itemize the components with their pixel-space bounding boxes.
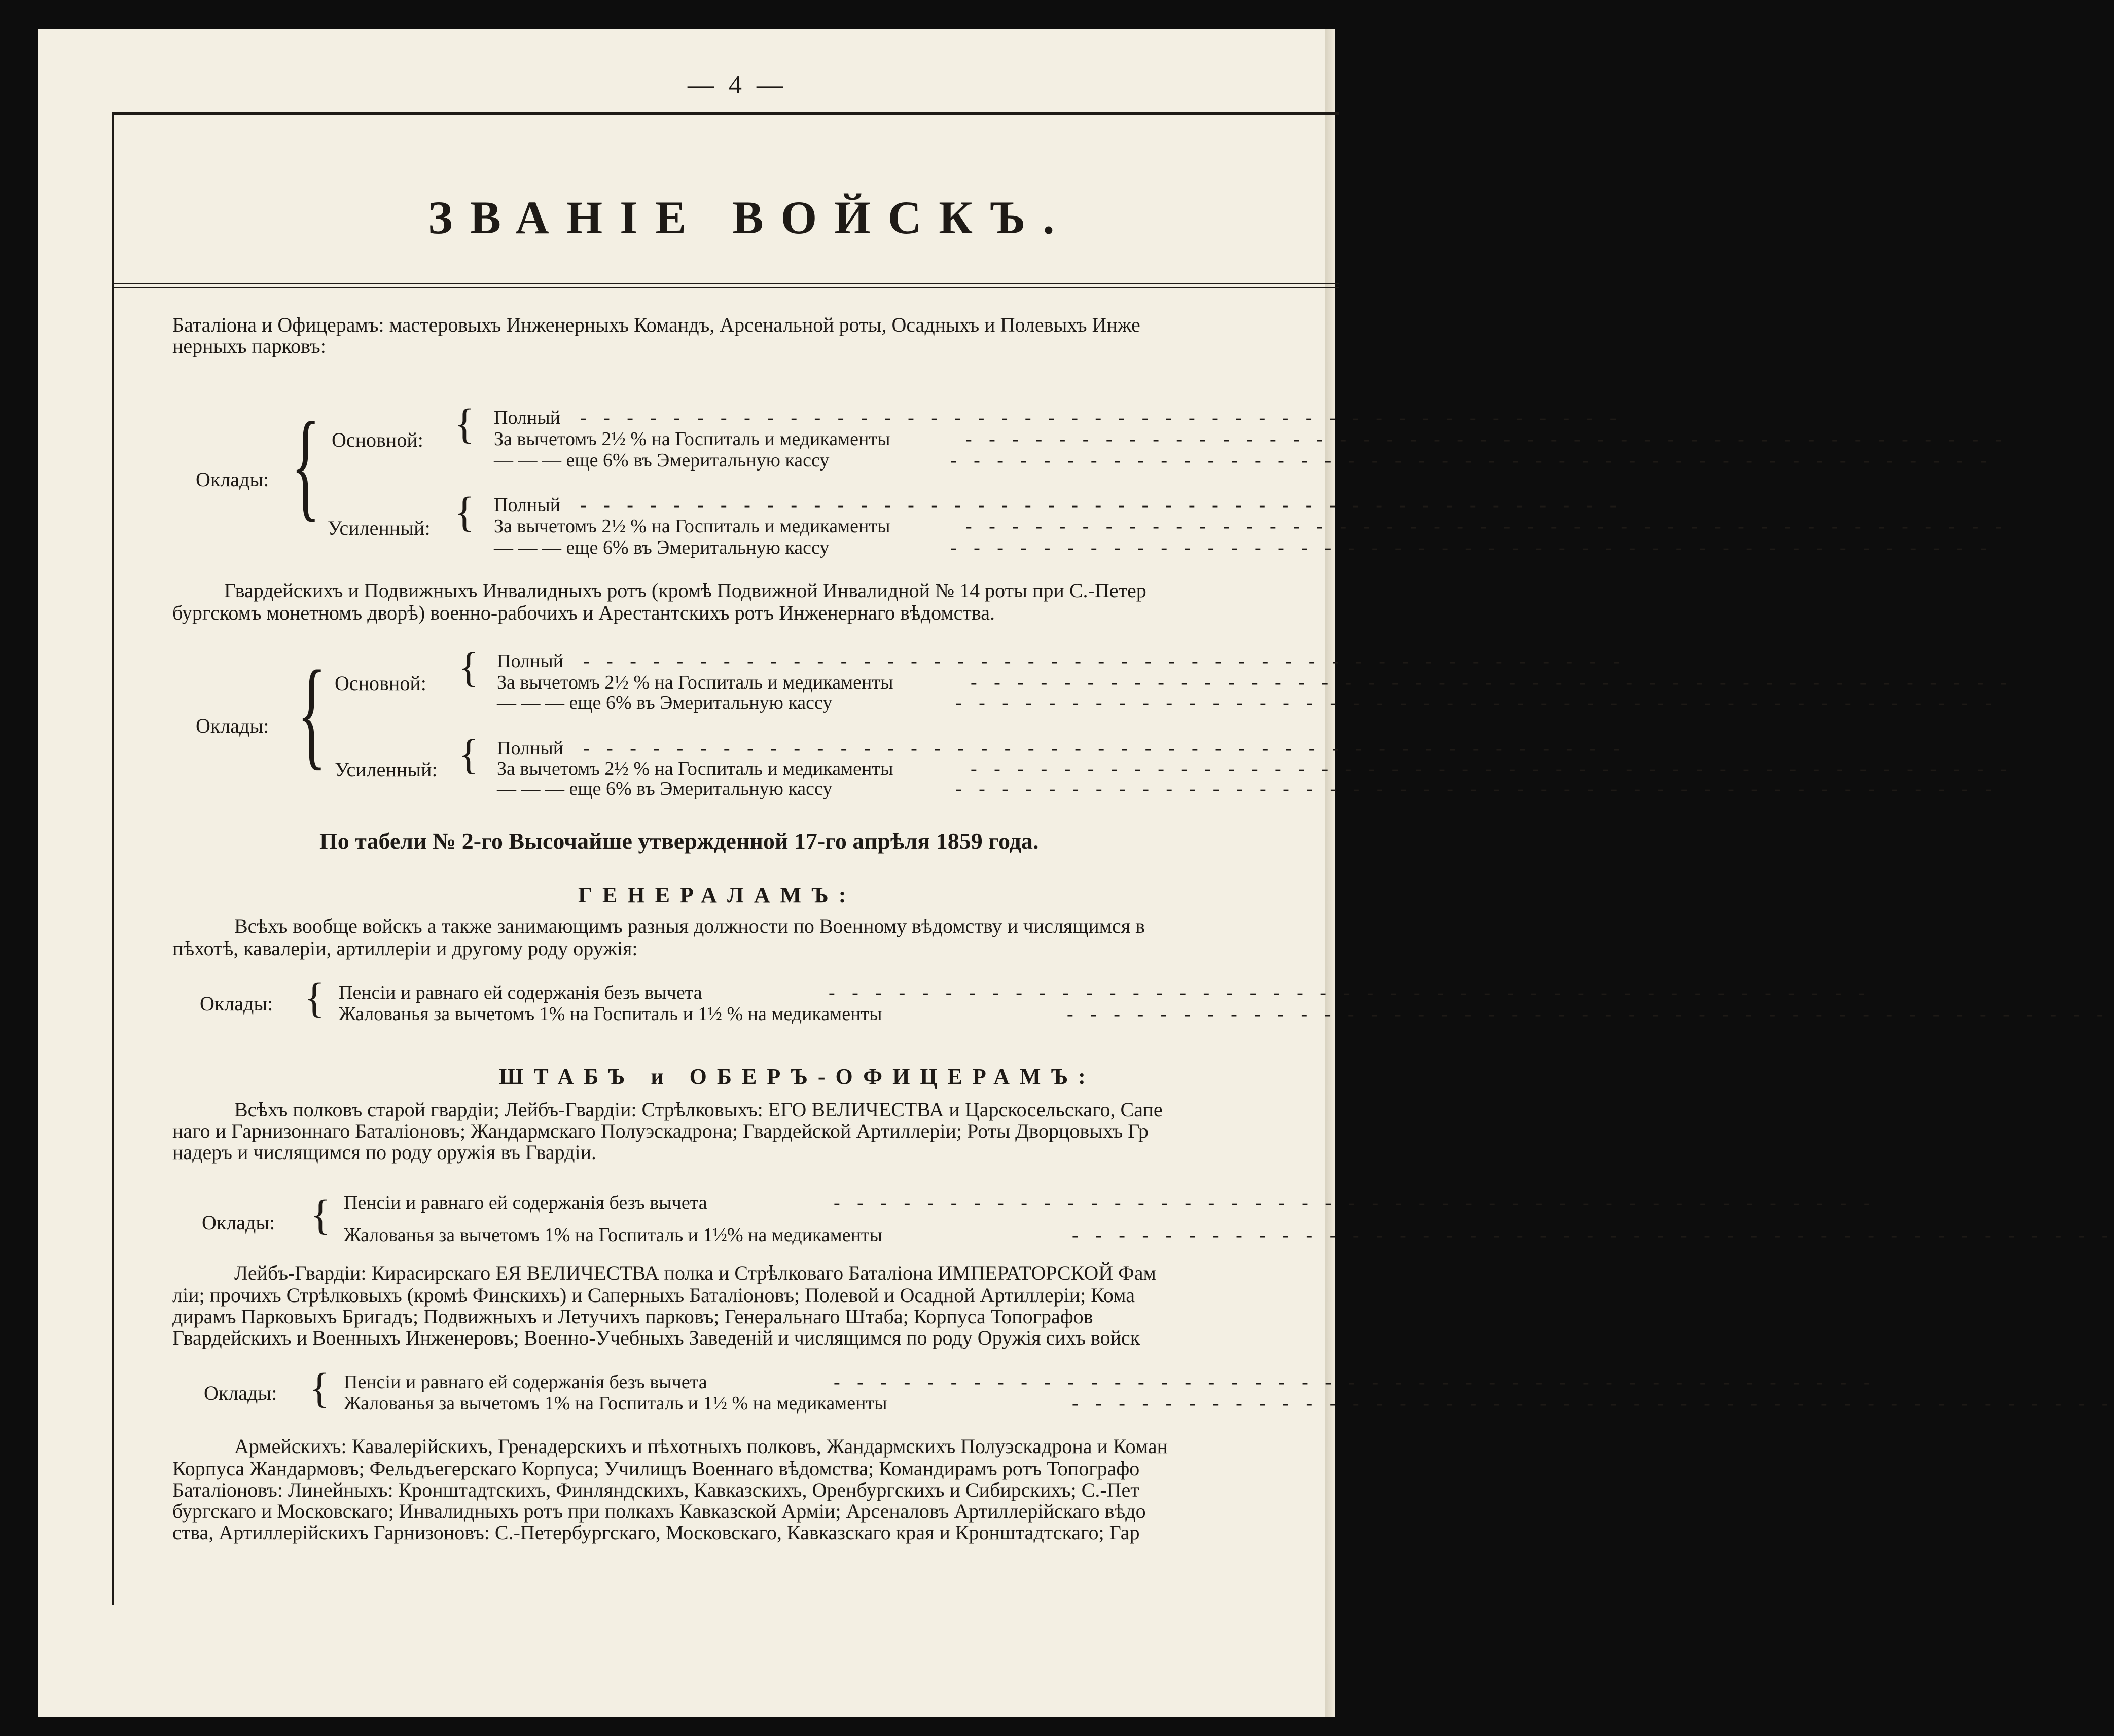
page-number: — 4 — [688, 70, 787, 99]
frame-left-rule [112, 112, 114, 1605]
oklad-row: — — — еще 6% въ Эмеритальную кассу [497, 692, 833, 713]
leader-dots: - - - - - - - - - - - - - - - - - - - - - - - - - - - - - - - - - - - - - - - - - - - - - [965, 516, 2008, 537]
brace: { [291, 397, 320, 532]
leader-dots: - - - - - - - - - - - - - - - - - - - - - - - - - - - - - - - - - - - - - - - - - - - - - [583, 738, 1626, 759]
brace: { [458, 644, 479, 691]
paragraph-line: Лейбъ-Гвардіи: Кирасирскаго ЕЯ ВЕЛИЧЕСТВА полка и Стрѣлковаго Баталіона ИМПЕРАТОРСКОЙ Фам [234, 1261, 1156, 1284]
paragraph-line: Баталіона и Офицерамъ: мастеровыхъ Инженерныхъ Командъ, Арсенальной роты, Осадныхъ и Полевыхъ Инже [172, 313, 1140, 336]
paragraph-line: ліи; прочихъ Стрѣлковыхъ (кромѣ Финскихъ) и Саперныхъ Баталіоновъ; Полевой и Осадной Артиллеріи; Кома [172, 1284, 1135, 1307]
leader-dots: - - - - - - - - - - - - - - - - - - - - - - - - - - - - - - - - - - - - - - - - - - - - - [834, 1371, 1876, 1393]
paragraph-line: пѣхотѣ, кавалеріи, артиллеріи и другому роду оружія: [172, 937, 638, 960]
oklad-row: Пенсіи и равнаго ей содержанія безъ вычета [339, 982, 702, 1003]
paragraph-line: бургскомъ монетномъ дворѣ) военно-рабочихъ и Арестантскихъ ротъ Инженернаго вѣдомства. [172, 601, 995, 624]
brace: { [458, 731, 479, 778]
oklad-row: Пенсіи и равнаго ей содержанія безъ вычета [344, 1192, 707, 1213]
paragraph-line: Корпуса Жандармовъ; Фельдъегерскаго Корпуса; Училищъ Военнаго вѣдомства; Командирамъ ротъ Топографо [172, 1457, 1140, 1480]
paragraph-line: Всѣхъ вообще войскъ а также занимающимъ разныя должности по Военному вѣдомству и числящимся в [234, 915, 1145, 937]
leader-dots: - - - - - - - - - - - - - - - - - - - - - - - - - - - - - - - - - - - - - - - - - - - - - [834, 1192, 1876, 1213]
paragraph-line: нерныхъ парковъ: [172, 335, 326, 357]
section-heading: ШТАБЪ и ОБЕРЪ-ОФИЦЕРАМЪ: [499, 1064, 1096, 1089]
usilenny-label: Усиленный: [335, 758, 438, 781]
leader-dots: - - - - - - - - - - - - - - - - - - - - - - - - - - - - - - - - - - - - - - - - - - - - - [955, 692, 1998, 713]
header-rule [112, 283, 1339, 284]
oklady-label: Оклады: [202, 1211, 275, 1234]
oklad-row: Пенсіи и равнаго ей содержанія безъ вычета [344, 1371, 707, 1393]
leader-dots: - - - - - - - - - - - - - - - - - - - - - - - - - - - - - - - - - - - - - - - - - - - - - [1067, 1003, 2109, 1025]
leader-dots: - - - - - - - - - - - - - - - - - - - - - - - - - - - - - - - - - - - - - - - - - - - - - [971, 758, 2013, 779]
paragraph-line: Армейскихъ: Кавалерійскихъ, Гренадерскихъ и пѣхотныхъ полковъ, Жандармскихъ Полуэскадрона и Коман [234, 1435, 1168, 1458]
oklad-row: — — — еще 6% въ Эмеритальную кассу [497, 778, 833, 800]
paragraph-line: бургскаго и Московскаго; Инвалидныхъ ротъ при полкахъ Кавказской Арміи; Арсеналовъ Артиллерійскаго вѣдо [172, 1500, 1146, 1523]
oklad-row: Полный [494, 407, 561, 428]
oklad-row: Жалованья за вычетомъ 1% на Госпиталь и 1½ % на медикаменты [344, 1393, 887, 1414]
leader-dots: - - - - - - - - - - - - - - - - - - - - - - - - - - - - - - - - - - - - - - - - - - - - - [955, 778, 1998, 800]
paragraph-line: наго и Гарнизоннаго Баталіоновъ; Жандармскаго Полуэскадрона; Гвардейской Артиллеріи; Роты Дворцовыхъ Гр [172, 1119, 1149, 1142]
brace: { [454, 401, 475, 448]
oklady-label: Оклады: [196, 714, 269, 737]
leader-dots: - - - - - - - - - - - - - - - - - - - - - - - - - - - - - - - - - - - - - - - - - - - - - [580, 494, 1623, 516]
oklad-row: За вычетомъ 2½ % на Госпиталь и медикаменты [497, 758, 893, 779]
leader-dots: - - - - - - - - - - - - - - - - - - - - - - - - - - - - - - - - - - - - - - - - - - - - - [1072, 1393, 2114, 1414]
leader-dots: - - - - - - - - - - - - - - - - - - - - - - - - - - - - - - - - - - - - - - - - - - - - - [965, 428, 2008, 450]
oklad-row: За вычетомъ 2½ % на Госпиталь и медикаменты [494, 428, 890, 450]
leader-dots: - - - - - - - - - - - - - - - - - - - - - - - - - - - - - - - - - - - - - - - - - - - - - [950, 450, 1993, 471]
leader-dots: - - - - - - - - - - - - - - - - - - - - - - - - - - - - - - - - - - - - - - - - - - - - - [1072, 1224, 2114, 1246]
oklad-row: За вычетомъ 2½ % на Госпиталь и медикаменты [497, 672, 893, 693]
oklad-row: — — — еще 6% въ Эмеритальную кассу [494, 537, 830, 558]
oklad-row: Полный [497, 650, 564, 672]
oklad-row: Жалованья за вычетомъ 1% на Госпиталь и 1½% на медикаменты [344, 1224, 883, 1246]
oklady-label: Оклады: [204, 1382, 277, 1404]
section-heading: ГЕНЕРАЛАМЪ: [578, 883, 856, 908]
oklady-label: Оклады: [196, 468, 269, 491]
section-subheading: По табели № 2-го Высочайше утвержденной 17-го апрѣля 1859 года. [319, 828, 1039, 854]
page-title: ЗВАНІЕ ВОЙСКЪ. [428, 192, 1072, 243]
brace: { [309, 1365, 330, 1412]
leader-dots: - - - - - - - - - - - - - - - - - - - - - - - - - - - - - - - - - - - - - - - - - - - - - [829, 982, 1871, 1003]
header-rule [112, 287, 1339, 288]
brace: { [454, 489, 475, 536]
leader-dots: - - - - - - - - - - - - - - - - - - - - - - - - - - - - - - - - - - - - - - - - - - - - - [580, 407, 1623, 428]
paragraph-line: Всѣхъ полковъ старой гвардіи; Лейбъ-Гвардіи: Стрѣлковыхъ: ЕГО ВЕЛИЧЕСТВА и Царскосельскаго, Сапе [234, 1098, 1163, 1121]
paragraph-line: Баталіоновъ: Линейныхъ: Кронштадтскихъ, Финляндскихъ, Кавказскихъ, Оренбургскихъ и Сибирскихъ; С.-Пет [172, 1478, 1139, 1501]
oklad-row: Жалованья за вычетомъ 1% на Госпиталь и 1½ % на медикаменты [339, 1003, 882, 1025]
paragraph-line: надеръ и числящимся по роду оружія въ Гвардіи. [172, 1141, 596, 1164]
frame-top-rule [112, 112, 1339, 115]
usilenny-label: Усиленный: [328, 517, 431, 539]
brace: { [310, 1191, 331, 1239]
oklad-row: — — — еще 6% въ Эмеритальную кассу [494, 450, 830, 471]
leader-dots: - - - - - - - - - - - - - - - - - - - - - - - - - - - - - - - - - - - - - - - - - - - - - [971, 672, 2013, 693]
brace: { [297, 645, 327, 780]
leader-dots: - - - - - - - - - - - - - - - - - - - - - - - - - - - - - - - - - - - - - - - - - - - - - [583, 650, 1626, 672]
oklady-label: Оклады: [200, 992, 273, 1015]
brace: { [304, 974, 325, 1022]
oklad-row: Полный [497, 738, 564, 759]
document-page [38, 29, 2114, 1717]
paragraph-line: Гвардейскихъ и Военныхъ Инженеровъ; Военно-Учебныхъ Заведеній и числящимся по роду Оружія сихъ войск [172, 1326, 1140, 1349]
osnovnoy-label: Основной: [335, 672, 426, 695]
paragraph-line: Гвардейскихъ и Подвижныхъ Инвалидныхъ ротъ (кромѣ Подвижной Инвалидной № 14 роты при С.-Петер [224, 579, 1146, 602]
paragraph-line: дирамъ Парковыхъ Бригадъ; Подвижныхъ и Летучихъ парковъ; Генеральнаго Штаба; Корпуса Топографов [172, 1305, 1093, 1328]
osnovnoy-label: Основной: [332, 428, 423, 451]
paragraph-line: ства, Артиллерійскихъ Гарнизоновъ: С.-Петербургскаго, Московскаго, Кавказскаго края и Кронштадтскаго; Гар [172, 1521, 1140, 1544]
oklad-row: За вычетомъ 2½ % на Госпиталь и медикаменты [494, 516, 890, 537]
oklad-row: Полный [494, 494, 561, 516]
leader-dots: - - - - - - - - - - - - - - - - - - - - - - - - - - - - - - - - - - - - - - - - - - - - - [950, 537, 1993, 558]
